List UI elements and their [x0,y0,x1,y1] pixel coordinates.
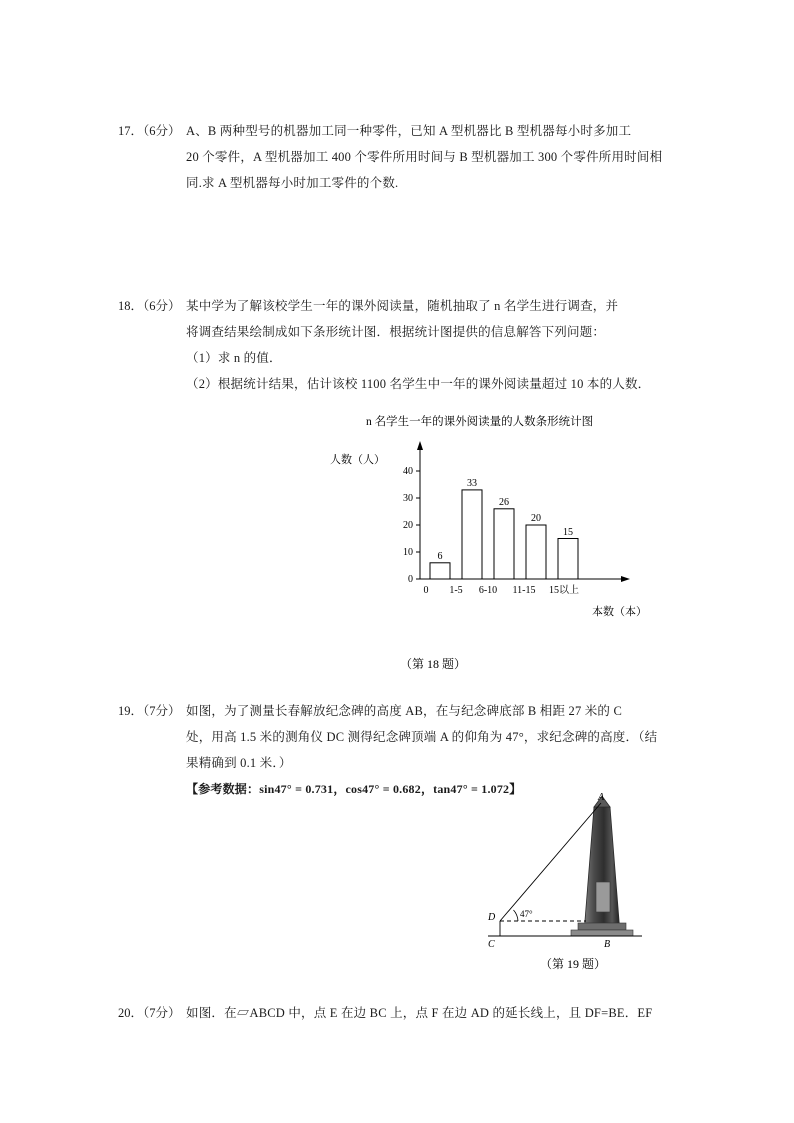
figure-19-caption: （第 19 题） [540,957,607,971]
label-a: A [598,792,605,803]
monument-figure [470,790,685,955]
question-19-line-1: 如图，为了测量长春解放纪念碑的高度 AB，在与纪念碑底部 B 相距 27 米的 C [186,704,622,718]
svg-text:20: 20 [403,520,413,531]
chart-title: n 名学生一年的课外阅读量的人数条形统计图 [366,416,594,428]
question-19-line-2: 处，用高 1.5 米的测角仪 DC 测得纪念碑顶端 A 的仰角为 47°，求纪念碑的高度．（结 [186,730,658,744]
question-18-body [186,293,678,397]
svg-text:0: 0 [423,585,429,596]
question-18 [118,293,678,397]
question-18-line-4: （2）根据统计结果，估计该校 1100 名学生中一年的课外阅读量超过 10 本的人数． [186,377,651,391]
label-c: C [488,939,495,950]
chart-x-axis-label: 本数（本） [592,606,647,618]
monument-diagram [470,790,685,955]
svg-text:11-15: 11-15 [512,585,536,596]
svg-text:6-10: 6-10 [478,585,498,596]
question-17-line-3: 同.求 A 型机器每小时加工零件的个数. [186,176,399,190]
chart-canvas [390,439,650,614]
question-20-body [186,1000,698,1026]
chart-y-axis-label: 人数（人） [330,454,385,466]
question-19 [118,698,698,802]
svg-text:1-5: 1-5 [449,585,463,596]
label-angle: 47° [520,909,533,919]
bar-chart-figure [330,413,670,643]
question-18-line-2: 将调查结果绘制成如下条形统计图．根据统计图提供的信息解答下列问题： [186,325,606,339]
question-19-number: 19．（7分） [118,704,181,718]
svg-text:33: 33 [467,478,477,489]
question-17-line-1: A、B 两种型号的机器加工同一种零件，已知 A 型机器比 B 型机器每小时多加工 [186,124,632,138]
question-17-body [186,118,678,196]
question-20-number: 20．（7分） [118,1006,181,1020]
question-17-line-2: 20 个零件，A 型机器加工 400 个零件所用时间与 B 型机器加工 300 个零件所用时间相 [186,150,663,164]
figure-18-caption: （第 18 题） [400,657,467,671]
question-18-line-3: （1）求 n 的值． [186,351,282,365]
svg-text:6: 6 [437,551,443,562]
svg-text:40: 40 [403,466,413,477]
svg-text:30: 30 [403,493,413,504]
svg-text:20: 20 [531,513,541,524]
question-18-line-1: 某中学为了解该校学生一年的课外阅读量，随机抽取了 n 名学生进行调查，并 [186,299,619,313]
question-19-line-3: 果精确到 0.1 米．） [186,756,292,770]
question-19-body [186,698,698,802]
svg-text:26: 26 [499,497,509,508]
question-17 [118,118,678,196]
svg-text:10: 10 [403,547,413,558]
question-20-line-1: 如图．在▱ABCD 中，点 E 在边 BC 上，点 F 在边 AD 的延长线上，且 DF=BE．EF [186,1006,653,1020]
question-20 [118,1000,698,1026]
question-19-reference-data: 【参考数据：sin47° = 0.731，cos47° = 0.682，tan47° = 1.072】 [186,782,522,796]
svg-text:15: 15 [563,527,573,538]
question-17-number: 17．（6分） [118,124,181,138]
question-18-number: 18．（6分） [118,299,181,313]
svg-text:0: 0 [408,574,413,585]
label-b: B [604,939,611,950]
svg-text:15以上: 15以上 [549,585,579,596]
label-d: D [488,912,496,923]
